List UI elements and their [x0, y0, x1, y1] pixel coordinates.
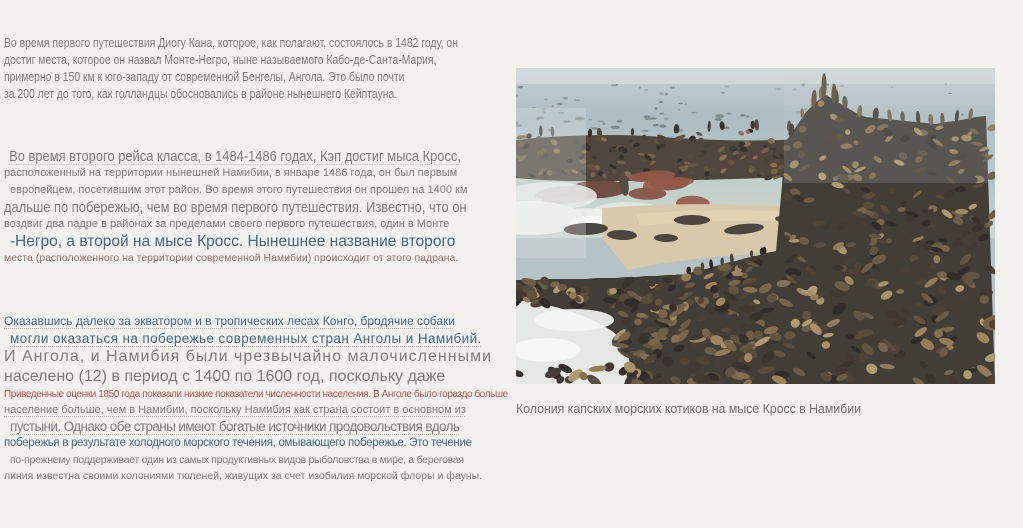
text-line: могли оказаться на побережье современных стран Анголы и Намибий. [10, 331, 482, 346]
text-line: Во время второго рейса класса, в 1484-1486 годах, Кэп достиг мыса Кросс, [9, 148, 461, 165]
text-line: населено (12) в период с 1400 по 1600 год, поскольку даже [4, 368, 446, 385]
text-line: дальше по побережью, чем во время первого путешествия. Известно, что он [4, 199, 467, 216]
text-line: линия известна своими колониями тюленей, живущих за счет изобилия морской флоры и фауны. [4, 470, 483, 482]
text-line: по-прежнему поддерживает один из самых продуктивных видов рыболовства в мире, а береговая [10, 454, 464, 466]
text-line: примерно в 150 км к юго-западу от современной Бенгелы, Ангола. Это было почти [4, 69, 405, 84]
paragraph-2 [4, 148, 509, 266]
text-line: места (расположенного на территории современной Намибии) происходит от этого падрана. [4, 252, 459, 264]
text-line: пустыни. Однако обе страны имеют богатые источники продовольствия вдоль [10, 419, 460, 434]
text-line: европейцем, посетившим этот район. Во время этого путешествия он прошел на 1400 км [10, 184, 468, 196]
text-line: за 200 лет до того, как голландцы обосновались в районе нынешнего Кейптауна. [4, 86, 398, 101]
text-line: Во время первого путешествия Диогу Кана, которое, как полагают, состоялось в 1482 году, он [4, 35, 458, 50]
text-line: население больше, чем в Намибии, поскольку Намибия как страна состоит в основном из [4, 404, 466, 416]
text-line: Оказавшись далеко за экватором и в тропических лесах Конго, бродячие собаки [4, 314, 455, 328]
text-line: И Ангола, и Намибия были чрезвычайно малочисленными [4, 348, 493, 365]
seal-colony-photo[interactable] [516, 68, 995, 384]
text-line: -Негро, а второй на мысе Кросс. Нынешнее название второго [9, 233, 456, 250]
text-line: достиг места, которое он назвал Монте-Негро, ныне называемого Кабо-де-Санта-Мария, [4, 52, 437, 67]
figure-caption: Колония капских морских котиков на мысе Кросс в Намибии [516, 402, 861, 416]
text-line: Приведенные оценки 1850 года показали низкие показатели численности населения. В Анголе было гораздо больше [4, 389, 508, 400]
figure [516, 68, 995, 416]
text-line: расположенный на территории нынешней Намибии, в январе 1486 года, он был первым [4, 167, 458, 179]
text-line: побережья в результате холодного морского течения, омывающего побережье. Это течение [4, 437, 472, 449]
paragraph-3 [4, 313, 509, 484]
article-text [4, 34, 509, 484]
paragraph-1 [4, 34, 509, 102]
text-line: воздвиг два падре в районах за пределами своего первого путешествия, один в Монте [4, 218, 450, 230]
